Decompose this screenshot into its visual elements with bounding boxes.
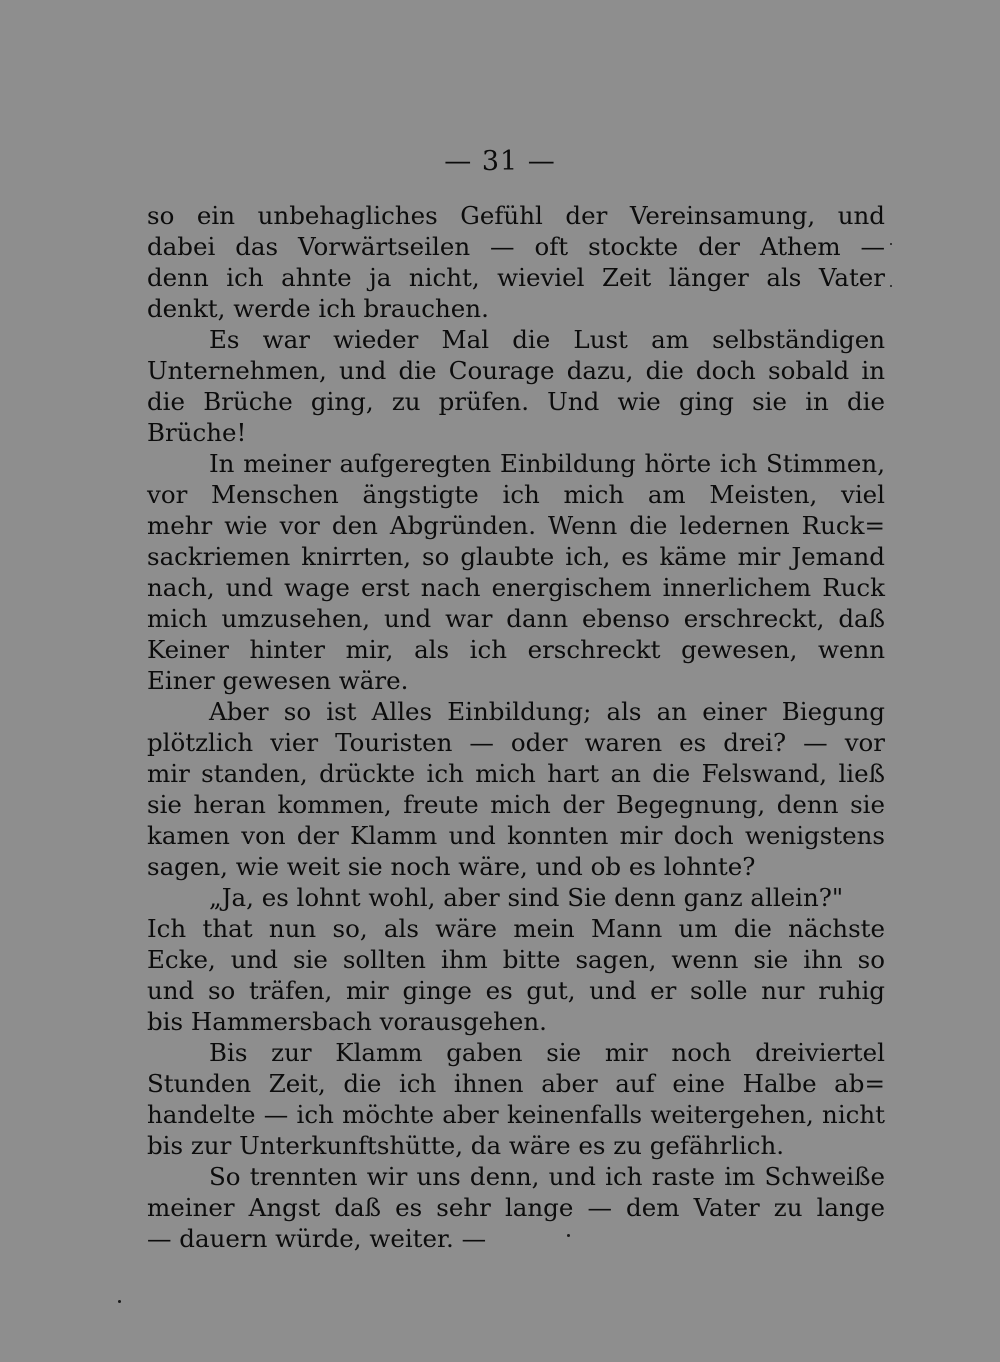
text-line: dabei das Vorwärtseilen — oft stockte der Athem — — [147, 232, 885, 261]
text-line: Aber so ist Alles Einbildung; als an einer Biegung — [209, 697, 885, 726]
text-line: nach, und wage erst nach energischem innerlichem Ruck — [147, 573, 885, 602]
text-line: — dauern würde, weiter. — — [147, 1224, 487, 1253]
text-line: denn ich ahnte ja nicht, wieviel Zeit länger als Vater — [147, 263, 885, 292]
scan-speck — [118, 1300, 121, 1303]
text-line: Brüche! — [147, 418, 247, 447]
text-line: und so träfen, mir ginge es gut, und er solle nur ruhig — [147, 976, 885, 1005]
text-line: sagen, wie weit sie noch wäre, und ob es lohnte? — [147, 852, 756, 881]
text-line: So trennten wir uns denn, und ich raste im Schweiße — [209, 1162, 885, 1191]
text-line: sackriemen knirrten, so glaubte ich, es käme mir Jemand — [147, 542, 885, 571]
text-line: „Ja, es lohnt wohl, aber sind Sie denn ganz allein?" — [209, 883, 844, 912]
scan-speck — [567, 1234, 570, 1237]
page-number: — 31 — — [444, 146, 556, 177]
text-line: Ich that nun so, als wäre mein Mann um die nächste — [147, 914, 885, 943]
text-line: mehr wie vor den Abgründen. Wenn die ledernen Ruck= — [147, 511, 885, 540]
text-line: plötzlich vier Touristen — oder waren es drei? — vor — [147, 728, 885, 757]
text-line: mich umzusehen, und war dann ebenso erschreckt, daß — [147, 604, 885, 633]
text-line: die Brüche ging, zu prüfen. Und wie ging sie in die — [147, 387, 885, 416]
text-line: Keiner hinter mir, als ich erschreckt gewesen, wenn — [147, 635, 885, 664]
text-line: meiner Angst daß es sehr lange — dem Vater zu lange — [147, 1193, 885, 1222]
text-line: denkt, werde ich brauchen. — [147, 294, 489, 323]
text-line: Stunden Zeit, die ich ihnen aber auf eine Halbe ab= — [147, 1069, 885, 1098]
text-line: mir standen, drückte ich mich hart an die Felswand, ließ — [147, 759, 885, 788]
text-line: sie heran kommen, freute mich der Begegnung, denn sie — [147, 790, 885, 819]
text-line: Bis zur Klamm gaben sie mir noch dreiviertel — [209, 1038, 885, 1067]
scan-speck — [890, 243, 892, 245]
text-line: Ecke, und sie sollten ihm bitte sagen, wenn sie ihn so — [147, 945, 885, 974]
body-text — [147, 200, 885, 1254]
text-line: vor Menschen ängstigte ich mich am Meisten, viel — [147, 480, 885, 509]
text-line: Unternehmen, und die Courage dazu, die doch sobald in — [147, 356, 885, 385]
text-line: Es war wieder Mal die Lust am selbständigen — [209, 325, 885, 354]
text-line: Einer gewesen wäre. — [147, 666, 409, 695]
text-line: handelte — ich möchte aber keinenfalls weitergehen, nicht — [147, 1100, 885, 1129]
text-line: kamen von der Klamm und konnten mir doch wenigstens — [147, 821, 885, 850]
text-line: bis zur Unterkunftshütte, da wäre es zu gefährlich. — [147, 1131, 785, 1160]
text-line: In meiner aufgeregten Einbildung hörte ich Stimmen, — [209, 449, 885, 478]
scan-speck — [890, 285, 892, 287]
text-line: so ein unbehagliches Gefühl der Vereinsamung, und — [147, 201, 885, 230]
text-line: bis Hammersbach vorausgehen. — [147, 1007, 547, 1036]
